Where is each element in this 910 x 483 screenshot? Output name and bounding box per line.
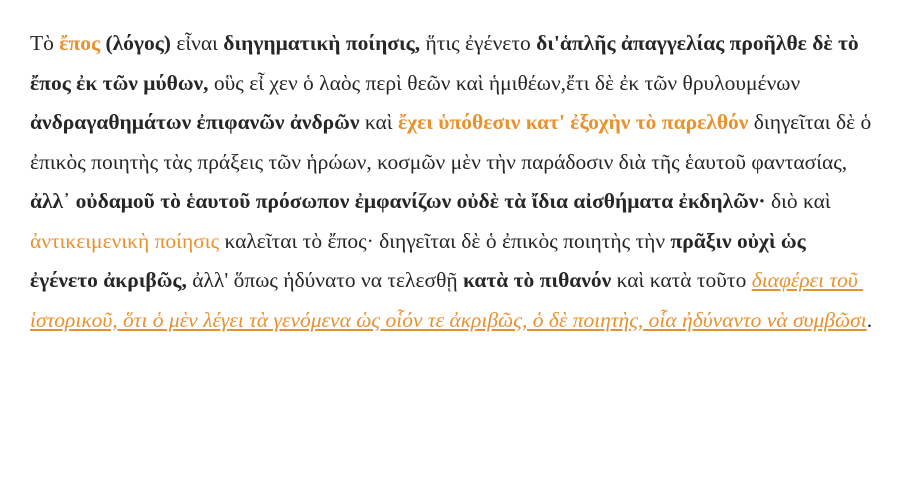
text-run: Τὸ bbox=[30, 31, 60, 55]
text-run: ἀνδραγαθημάτων ἐπιφανῶν ἀνδρῶν bbox=[30, 110, 360, 134]
text-run: οὓς εἶ χεν ὁ λαὸς περὶ θεῶν καὶ ἡμιθέων,ἔτι δὲ ἐκ τῶν θρυλουμένων bbox=[208, 70, 806, 95]
text-run: ἔχει ὑπόθεσιν κατ' ἐξοχὴν τὸ παρελθόν bbox=[397, 110, 749, 134]
text-run: κατὰ τὸ πιθανόν bbox=[463, 268, 612, 292]
paragraph bbox=[30, 24, 876, 340]
text-run: ἀλλ᾿ οὐδαμοῦ τὸ ἑαυτοῦ πρόσωπον ἐμφανίζων οὐδὲ τὰ ἴδια αἰσθήματα ἐκδηλῶν· bbox=[30, 189, 766, 213]
text-run: καὶ bbox=[359, 110, 398, 134]
text-run: ἀλλ' ὅπως ἡδύνατο να τελεσθῇ bbox=[186, 268, 463, 292]
text-run: διὸ καὶ bbox=[765, 189, 837, 213]
text-run: καλεῖται τὸ ἔπος· διηγεῖται δὲ ὁ ἐπικὸς ποιητὴς τὴν bbox=[219, 228, 671, 253]
text-run: πρᾶξιν οὐχὶ ὡς ἐγένετο ἀκριβῶς, bbox=[30, 228, 812, 292]
text-run: διηγεῖται δὲ ὁ ἐπικὸς ποιητὴς τὰς πράξεις τῶν ἡρώων, κοσμῶν μὲν τὴν παράδοσιν διὰ τῆς ἑαυτοῦ φαντασίας, bbox=[30, 110, 877, 174]
text-run: εἶναι bbox=[170, 31, 224, 55]
text-run: ἀντικειμενικὴ ποίησις bbox=[30, 228, 220, 253]
text-run: καὶ κατὰ τοῦτο bbox=[611, 268, 752, 292]
text-run: διαφέρει τοῦ ἱστορικοῦ, ὅτι ὁ μὲν λέγει τὰ γενόμενα ὡς οἷόν τε ἀκριβῶς, ὁ δὲ ποιητὴς, οἷα ἠδύναντο νὰ συμβῶσι bbox=[30, 268, 867, 332]
text-run: ἥτις ἐγένετο bbox=[420, 31, 537, 55]
text-run: διηγηματικὴ ποίησις, bbox=[223, 31, 421, 55]
text-run: ἔπος bbox=[59, 31, 101, 55]
text-run: . bbox=[866, 307, 873, 332]
text-run: δι'ἁπλῆς ἀπαγγελίας προῆλθε δὲ τὸ ἔπος ἐκ τῶν μύθων, bbox=[30, 31, 864, 95]
text-run: (λόγος) bbox=[105, 31, 171, 55]
